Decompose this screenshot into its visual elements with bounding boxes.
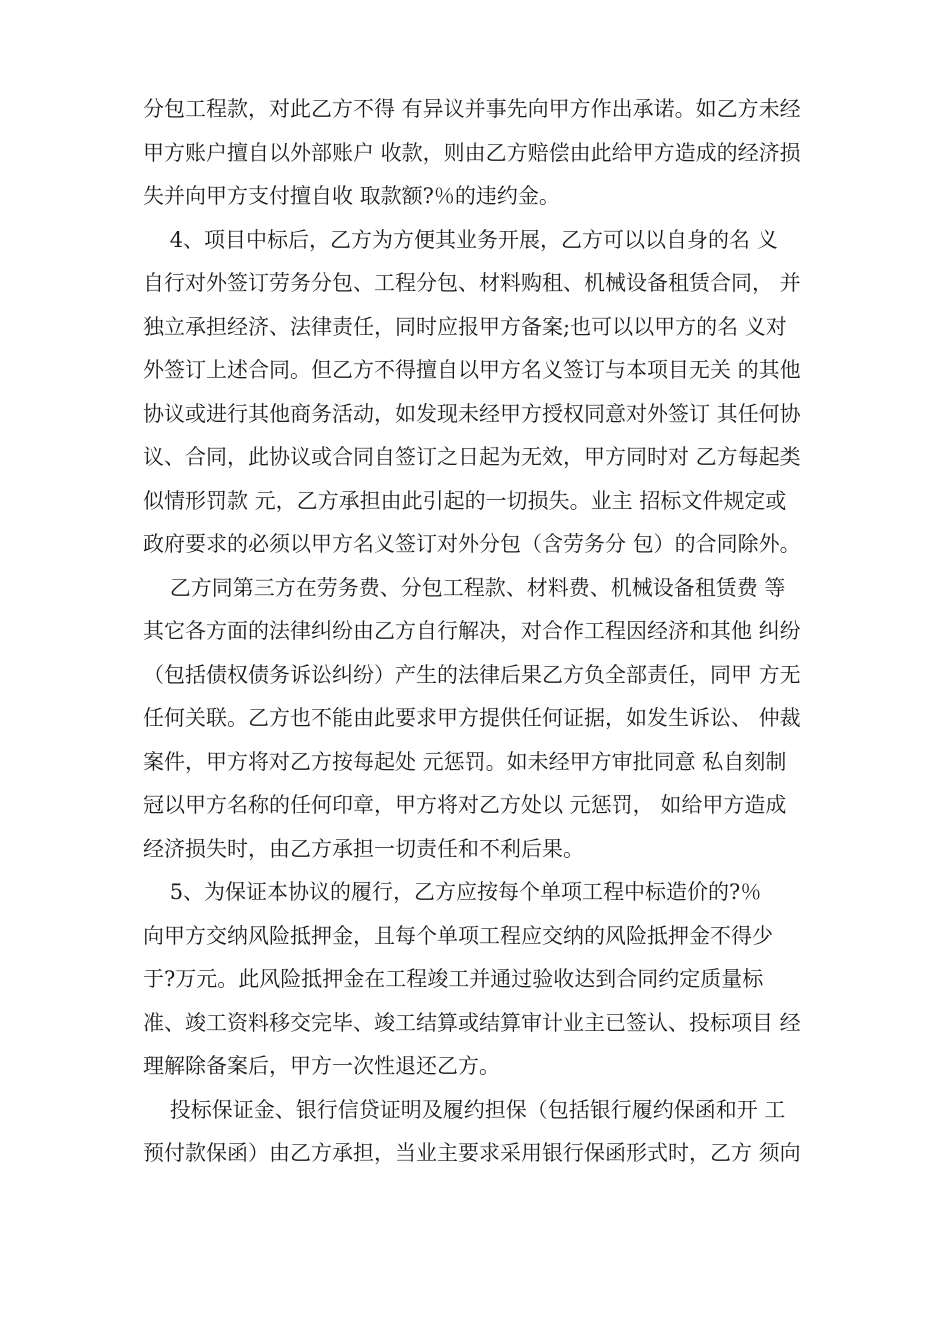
text-line: 于?万元。此风险抵押金在工程竣工并通过验收达到合同约定质量标 xyxy=(143,967,764,991)
text-line: 任何关联。乙方也不能由此要求甲方提供任何证据，如发生诉讼、 仲裁 xyxy=(143,706,801,730)
text-line: 4、项目中标后，乙方为方便其业务开展，乙方可以以自身的名 义 xyxy=(143,227,778,252)
text-line: 政府要求的必须以甲方名义签订对外分包（含劳务分 包）的合同除外。 xyxy=(143,532,801,556)
text-line: 协议或进行其他商务活动，如发现未经甲方授权同意对外签订 其任何协 xyxy=(143,401,801,426)
text-line: 独立承担经济、法律责任，同时应报甲方备案;也可以以甲方的名 义对 xyxy=(143,314,787,339)
text-line: 甲方账户擅自以外部账户 收款，则由乙方赔偿由此给甲方造成的经济损 xyxy=(143,140,801,165)
text-line: 其它各方面的法律纠纷由乙方自行解决，对合作工程因经济和其他 纠纷 xyxy=(143,619,801,643)
text-line: 分包工程款，对此乙方不得 有异议并事先向甲方作出承诺。如乙方未经 xyxy=(143,97,801,121)
text-line: 5、为保证本协议的履行，乙方应按每个单项工程中标造价的?％ xyxy=(143,880,762,904)
text-line: （包括债权债务诉讼纠纷）产生的法律后果乙方负全部责任，同甲 方无 xyxy=(143,662,801,687)
text-line: 乙方同第三方在劳务费、分包工程款、材料费、机械设备租赁费 等 xyxy=(143,575,786,600)
text-line: 向甲方交纳风险抵押金，且每个单项工程应交纳的风险抵押金不得少 xyxy=(143,923,773,948)
text-line: 预付款保函）由乙方承担，当业主要求采用银行保函形式时，乙方 须向 xyxy=(143,1141,801,1165)
text-line: 外签订上述合同。但乙方不得擅自以甲方名义签订与本项目无关 的其他 xyxy=(143,358,801,382)
text-line: 投标保证金、银行信贷证明及履约担保（包括银行履约保函和开 工 xyxy=(143,1097,786,1122)
text-line: 失并向甲方支付擅自收 取款额?％的违约金。 xyxy=(143,184,560,208)
document-body xyxy=(143,88,833,1176)
text-line: 似情形罚款 元，乙方承担由此引起的一切损失。业主 招标文件规定或 xyxy=(143,488,787,513)
text-line: 自行对外签订劳务分包、工程分包、材料购租、机械设备租赁合同， 并 xyxy=(143,271,801,295)
text-line: 案件，甲方将对乙方按每起处 元惩罚。如未经甲方审批同意 私自刻制 xyxy=(143,749,787,774)
text-line: 准、竣工资料移交完毕、竣工结算或结算审计业主已签认、投标项目 经 xyxy=(143,1010,801,1035)
text-line: 经济损失时，由乙方承担一切责任和不利后果。 xyxy=(143,836,584,861)
text-line: 冠以甲方名称的任何印章，甲方将对乙方处以 元惩罚， 如给甲方造成 xyxy=(143,793,787,817)
text-line: 议、合同，此协议或合同自签订之日起为无效，甲方同时对 乙方每起类 xyxy=(143,445,801,469)
text-line: 理解除备案后，甲方一次性退还乙方。 xyxy=(143,1054,500,1078)
